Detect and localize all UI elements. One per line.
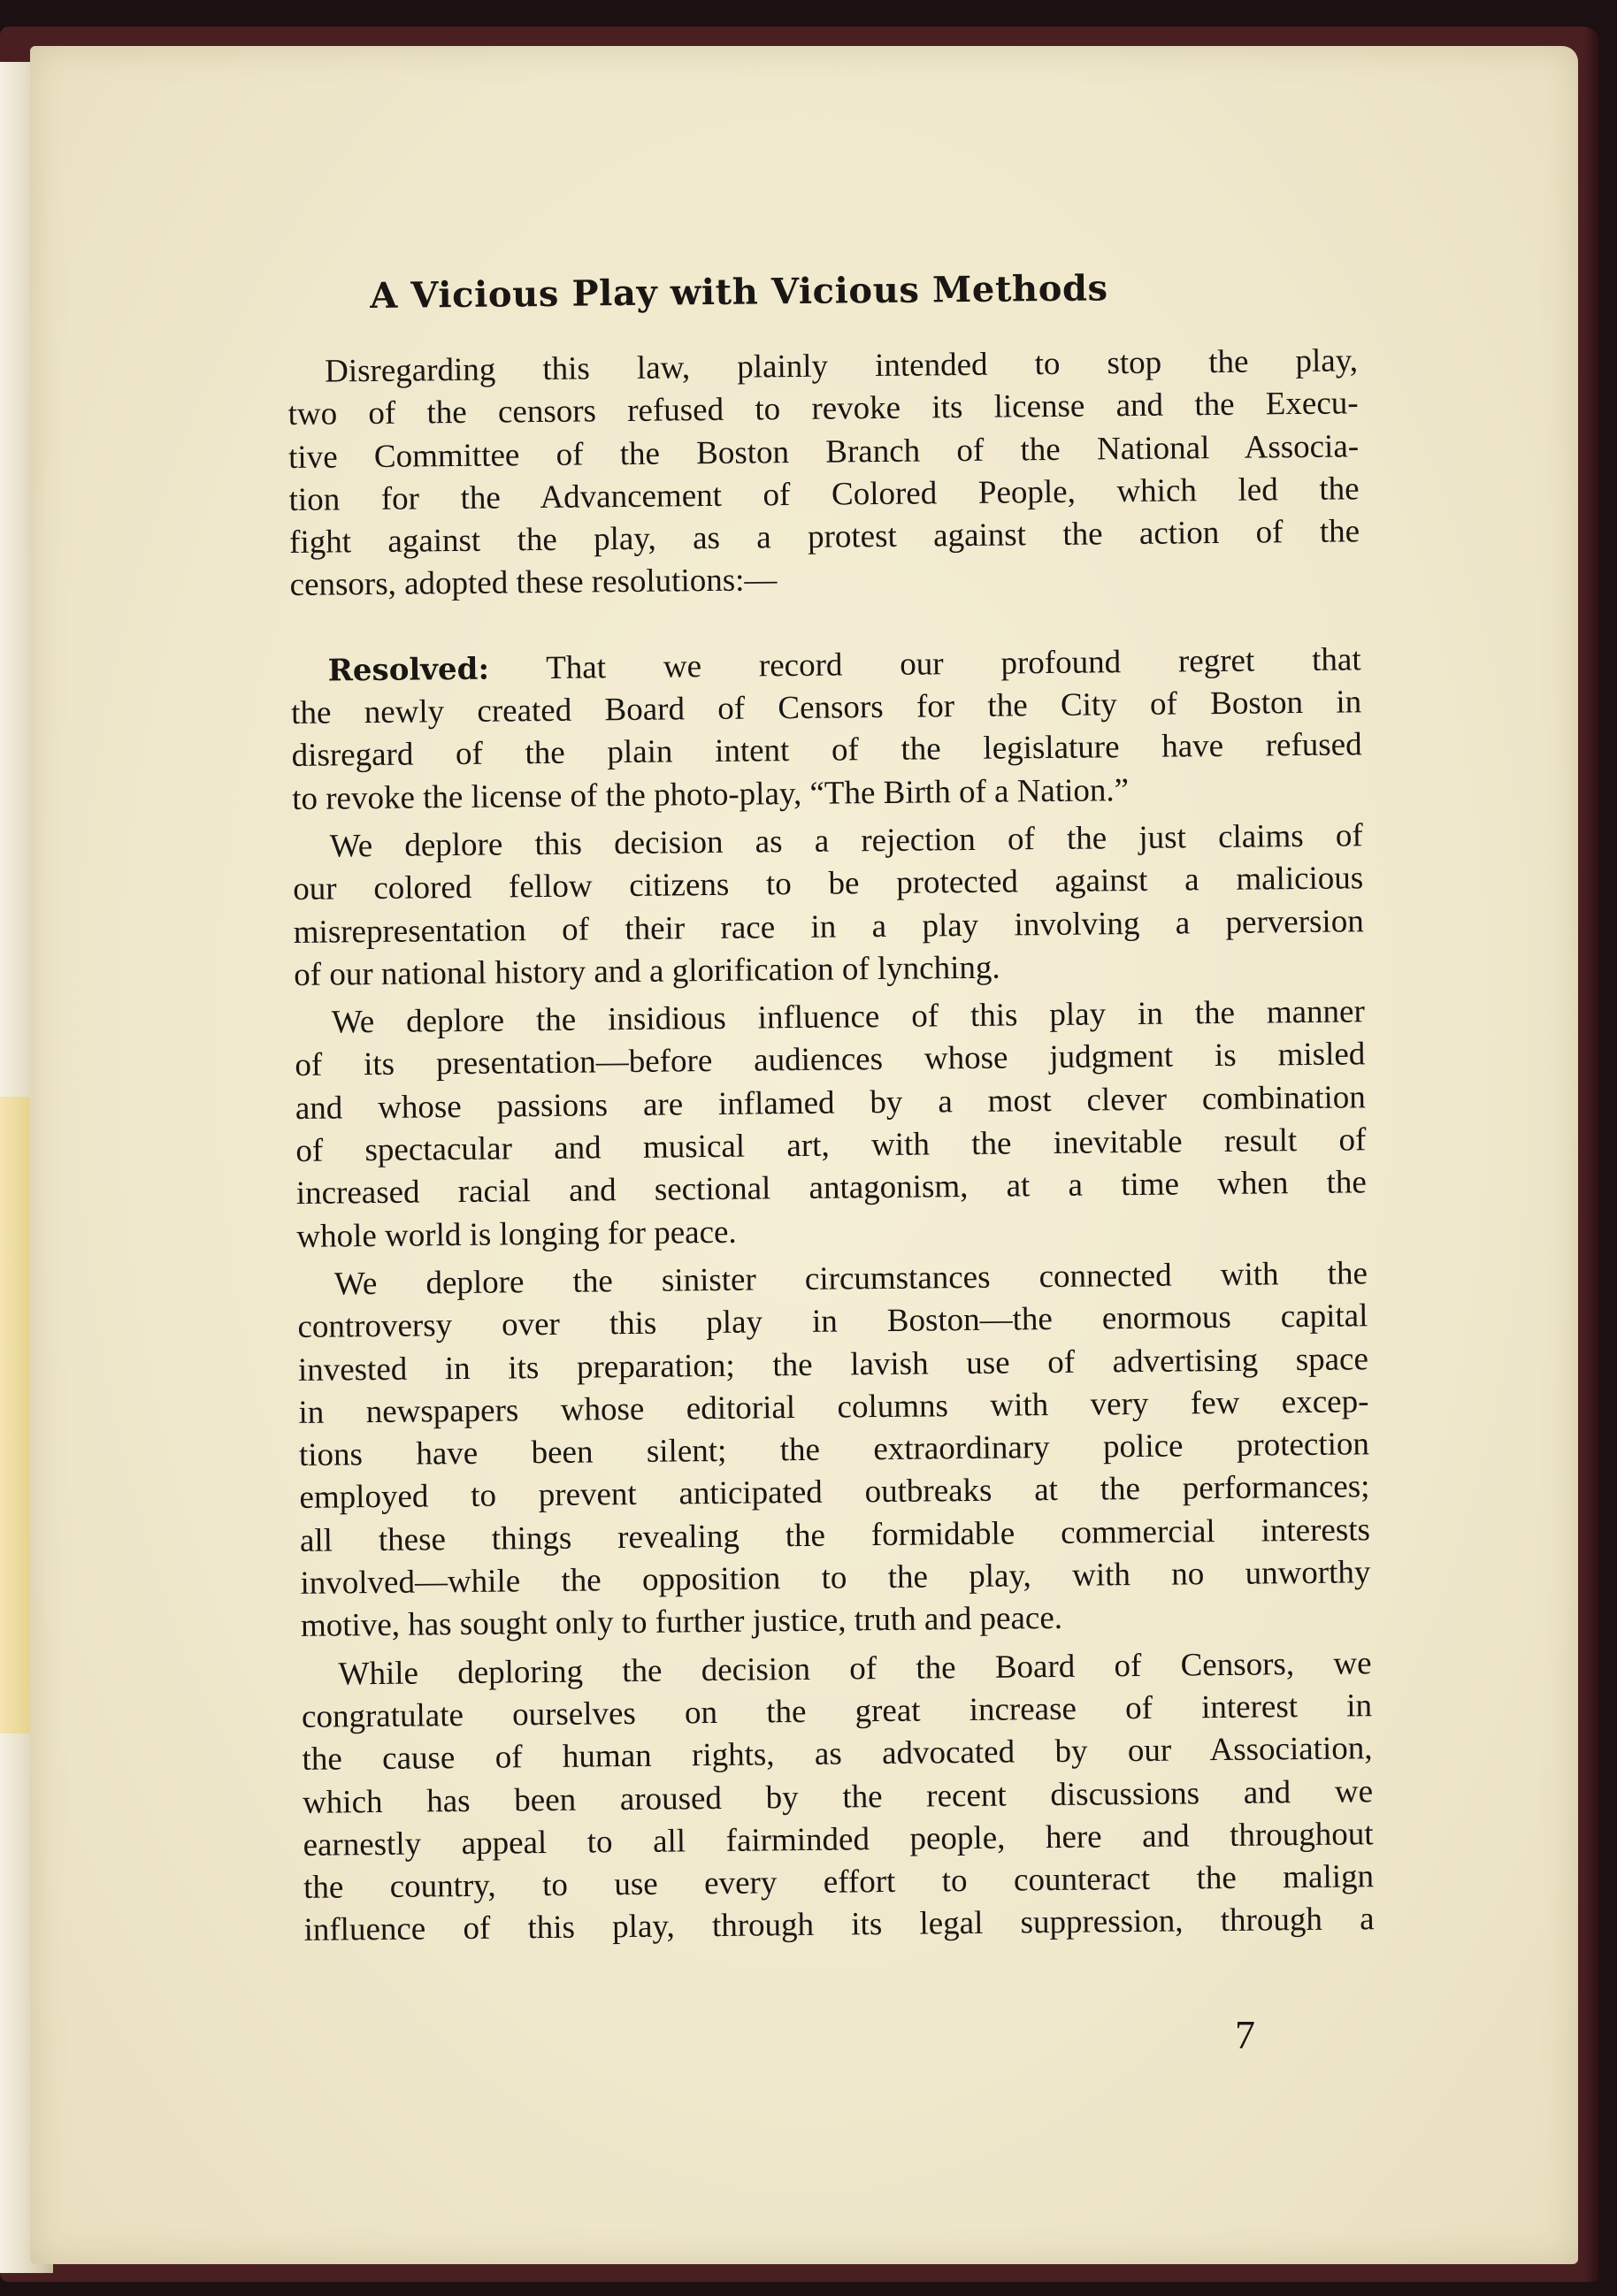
text-line: We deplore the insidious influence of this play in the manner [331,993,1365,1041]
text-line: tions have been silent; the extraordinary police protection [298,1426,1370,1474]
text-line: censors, adopted these resolutions:— [289,562,778,604]
text-line: involved—while the opposition to the play, with no unworthy [300,1554,1371,1602]
text-line: of spectacular and musical art, with the inevitable result of [295,1121,1367,1169]
text-line: congratulate ourselves on the great increase of interest in [301,1688,1373,1735]
book-page [30,46,1578,2264]
text-line: all these things revealing the formidable commercial interests [299,1511,1371,1559]
text-line: tive Committee of the Boston Branch of the National Associa- [287,427,1360,476]
text-line: invested in its preparation; the lavish use of advertising space [297,1340,1369,1389]
text-line: increased racial and sectional antagonism, at a time when the [295,1164,1368,1213]
resolved-label: Resolved: [327,651,490,689]
page-text [287,264,1375,1952]
paragraph-1 [287,340,1360,607]
text-line: influence of this play, through its legal suppression, through a [303,1901,1375,1949]
text-line: in newspapers whose editorial columns with very few excep- [298,1383,1369,1431]
text-line: controversy over this play in Boston—the enormous capital [297,1297,1368,1346]
page-number: 7 [1235,2012,1255,2057]
paragraph-4 [295,991,1368,1258]
text-line: the country, to use every effort to counteract the malign [303,1858,1375,1906]
text-line: employed to prevent anticipated outbreaks at the performances; [299,1468,1370,1517]
text-line: of our national history and a glorification of lynching. [294,949,1000,993]
page-title: A Vicious Play with Vicious Methods [369,267,1108,318]
text-line: disregard of the plain intent of the legislature have refused [291,726,1362,775]
text-line: the newly created Board of Censors for the City of Boston in [290,684,1362,732]
paragraph-3 [293,815,1365,997]
paragraph-6 [301,1642,1374,1953]
text-line: the cause of human rights, as advocated by our Association, [302,1730,1373,1779]
text-line: We deplore the sinister circumstances connected with the [333,1255,1368,1303]
text-span: That we record our profound regret that [488,641,1361,687]
text-line: tion for the Advancement of Colored People, which led the [288,471,1360,518]
text-line: Disregarding this law, plainly intended to stop the play, [324,342,1359,390]
text-line: While deploring the decision of the Board of Censors, we [338,1644,1372,1693]
text-line: whole world is longing for peace. [296,1213,737,1255]
text-line: of its presentation—before audiences whose judgment is misled [295,1036,1366,1084]
text-line: earnestly appeal to all fairminded people, here and throughout [303,1816,1374,1864]
text-line: two of the censors refused to revoke its license and the Execu- [287,385,1359,433]
text-line: motive, has sought only to further justice, truth and peace. [300,1600,1063,1645]
paragraph-2 [290,639,1362,821]
text-line: our colored fellow citizens to be protected against a malicious [293,860,1364,908]
text-line: to revoke the license of the photo-play, “The Birth of a Nation.” [291,771,1130,817]
text-line: We deplore this decision as a rejection of the just claims of [329,817,1363,865]
text-line: misrepresentation of their race in a play involving a perversion [293,902,1364,951]
paragraph-5 [297,1252,1371,1648]
text-line: which has been aroused by the recent discussions and we [302,1772,1374,1821]
text-line: fight against the play, as a protest against the action of the [288,513,1360,562]
text-line: and whose passions are inflamed by a most clever combination [295,1079,1367,1127]
